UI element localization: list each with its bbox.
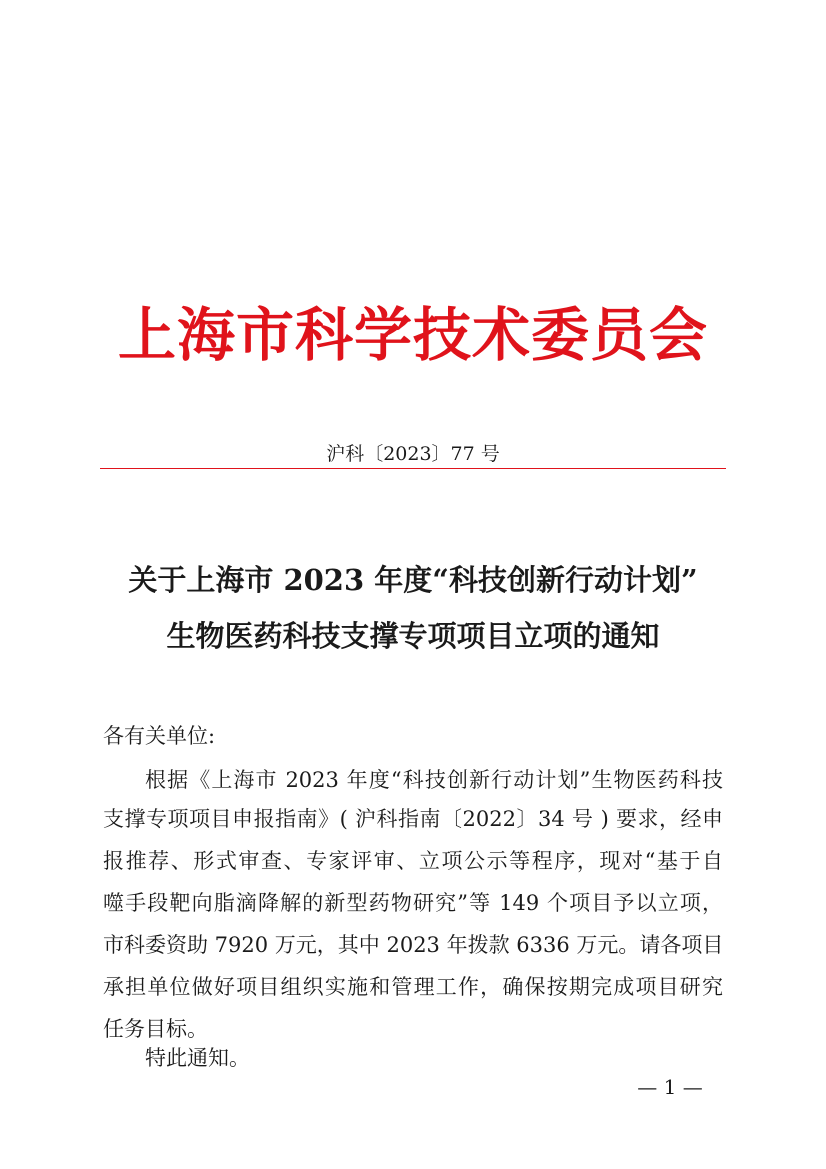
body-paragraph-line: 承担单位做好项目组织实施和管理工作，确保按期完成项目研究 — [103, 975, 723, 999]
closing-line: 特此通知。 — [145, 1046, 250, 1070]
issuer-masthead: 上海市科学技术委员会 — [117, 301, 708, 369]
notice-title-line-2: 生物医药科技支撑专项项目立项的通知 — [166, 619, 660, 653]
body-paragraph-line: 支撑专项项目申报指南》( 沪科指南〔2022〕34 号 ) 要求，经申 — [103, 807, 723, 831]
body-paragraph-line: 报推荐、形式审查、专家评审、立项公示等程序，现对“基于自 — [103, 849, 723, 873]
salutation: 各有关单位: — [103, 724, 216, 748]
page-number: — 1 — — [637, 1075, 703, 1099]
document-number: 沪科〔2023〕77 号 — [326, 443, 500, 465]
body-paragraph-line: 根据《上海市 2023 年度“科技创新行动计划”生物医药科技 — [145, 768, 723, 792]
notice-title-line-1: 关于上海市 2023 年度“科技创新行动计划” — [128, 563, 698, 597]
body-paragraph-line: 噬手段靶向脂滴降解的新型药物研究”等 149 个项目予以立项， — [103, 891, 723, 915]
body-paragraph-line: 市科委资助 7920 万元，其中 2023 年拨款 6336 万元。请各项目 — [103, 933, 724, 957]
red-divider-rule — [100, 468, 726, 469]
body-paragraph-line: 任务目标。 — [103, 1017, 208, 1041]
